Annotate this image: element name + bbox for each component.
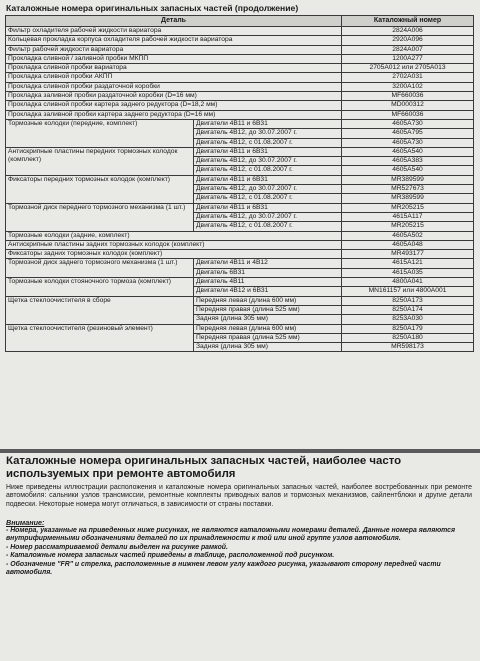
condition-cell: Передняя правая (длина 525 мм) — [194, 333, 342, 342]
condition-cell: Двигатель 4B12, с 01.08.2007 г. — [194, 222, 342, 231]
part-cell: Щетка стеклоочистителя (резиновый элемент) — [6, 324, 194, 352]
part-cell: Тормозные колодки (передние, комплект) — [6, 119, 194, 147]
section-divider — [0, 449, 480, 453]
table-row — [6, 36, 474, 45]
part-cell: Прокладка сливной пробки АКПП — [6, 73, 342, 82]
catalog-number-cell: 4605A730 — [342, 119, 474, 128]
catalog-number-cell: MR598173 — [342, 343, 474, 352]
catalog-number-cell: 4605A048 — [342, 240, 474, 249]
notes-title: Внимание: — [6, 518, 45, 527]
catalog-number-cell: 4800A041 — [342, 278, 474, 287]
note-item: - Номер рассматриваемой детали выделен на рисунке рамкой. — [6, 543, 228, 551]
condition-cell: Двигатель 4B12, до 30.07.2007 г. — [194, 212, 342, 221]
condition-cell: Двигатель 4B12, с 01.08.2007 г. — [194, 194, 342, 203]
condition-cell: Двигатель 4B12, до 30.07.2007 г. — [194, 185, 342, 194]
table-row — [6, 45, 474, 54]
part-cell: Прокладка сливной пробки раздаточной коробки — [6, 82, 342, 91]
table-row — [6, 147, 474, 156]
catalog-number-cell: 4605A383 — [342, 157, 474, 166]
table-row — [6, 110, 474, 119]
condition-cell: Двигатели 4B11 и 4B12 — [194, 259, 342, 268]
column-header-part: Деталь — [6, 16, 342, 27]
notes-list — [6, 527, 472, 577]
table-row — [6, 101, 474, 110]
catalog-number-cell: 4615A121 — [342, 259, 474, 268]
catalog-number-cell: 2824A007 — [342, 45, 474, 54]
catalog-number-cell: MF660036 — [342, 92, 474, 101]
part-cell: Прокладка заливной пробки картера заднего редуктора (D=16 мм) — [6, 110, 342, 119]
condition-cell: Двигатель 4B11 — [194, 278, 342, 287]
table-row — [6, 54, 474, 63]
table-row — [6, 250, 474, 259]
table-row — [6, 259, 474, 268]
catalog-number-cell: 4605A502 — [342, 231, 474, 240]
catalog-number-cell: 3200A102 — [342, 82, 474, 91]
parts-table — [5, 15, 474, 352]
part-cell: Щетка стеклоочистителя в сборе — [6, 296, 194, 324]
condition-cell: Двигатели 4B11 и 6B31 — [194, 147, 342, 156]
part-cell: Прокладка сливной / заливной пробки МКПП — [6, 54, 342, 63]
condition-cell: Передняя левая (длина 600 мм) — [194, 296, 342, 305]
part-cell: Кольцевая прокладка корпуса охладителя рабочей жидкости вариатора — [6, 36, 342, 45]
part-cell: Фильтр охладителя рабочей жидкости вариатора — [6, 27, 342, 36]
catalog-number-cell: 4605A540 — [342, 166, 474, 175]
table-row — [6, 175, 474, 184]
catalog-number-cell: 1200A277 — [342, 54, 474, 63]
note-item: - Каталожные номера запасных частей приведены в таблице, расположенной под рисунком. — [6, 552, 335, 560]
table-row — [6, 82, 474, 91]
part-cell: Тормозной диск заднего тормозного механизма (1 шт.) — [6, 259, 194, 278]
part-cell: Фильтр рабочей жидкости вариатора — [6, 45, 342, 54]
part-cell: Тормозные колодки (задние, комплект) — [6, 231, 342, 240]
note-item: - Номера, указанные на приведенных ниже рисунках, не являются каталожными номерами деталей. Данные номера являются внутрифирменными обозначениями деталей по их принадлежности к той или иной группе узлов автомобиля. — [6, 527, 456, 543]
catalog-number-cell: 8253A030 — [342, 315, 474, 324]
catalog-number-cell: 4605A540 — [342, 147, 474, 156]
table-row — [6, 324, 474, 333]
page-title: Каталожные номера оригинальных запасных частей (продолжение) — [6, 3, 299, 13]
catalog-number-cell: MN161157 или 4800A001 — [342, 287, 474, 296]
part-cell: Прокладка сливной пробки вариатора — [6, 64, 342, 73]
catalog-number-cell: MR389599 — [342, 194, 474, 203]
catalog-number-cell: MR205215 — [342, 222, 474, 231]
condition-cell: Передняя левая (длина 600 мм) — [194, 324, 342, 333]
table-row — [6, 203, 474, 212]
intro-paragraph: Ниже приведены иллюстрации расположения и каталожные номера оригинальных запасных частей, наиболее востребованных при ремонте автомобиля: сальники узлов трансмиссии, ремонтные комплекты приводных валов и тормозных механизмов, сайлентблоки и другие детали подвески. Некоторые номера могут отличаться, в зависимости от страны поставки. — [6, 484, 472, 508]
table-row — [6, 92, 474, 101]
catalog-number-cell: MF660036 — [342, 110, 474, 119]
catalog-number-cell: 2824A006 — [342, 27, 474, 36]
table-row — [6, 119, 474, 128]
condition-cell: Двигатели 4B12 и 6B31 — [194, 287, 342, 296]
condition-cell: Двигатель 4B12, с 01.08.2007 г. — [194, 138, 342, 147]
catalog-number-cell: MR493177 — [342, 250, 474, 259]
catalog-number-cell: MR389599 — [342, 175, 474, 184]
catalog-number-cell: 4605A730 — [342, 138, 474, 147]
catalog-number-cell: 8250A173 — [342, 296, 474, 305]
catalog-number-cell: 2920A096 — [342, 36, 474, 45]
catalog-number-cell: 8250A174 — [342, 305, 474, 314]
catalog-number-cell: 8250A179 — [342, 324, 474, 333]
condition-cell: Двигатели 4B11 и 6B31 — [194, 203, 342, 212]
table-row — [6, 64, 474, 73]
table-row — [6, 73, 474, 82]
condition-cell: Задняя (длина 305 мм) — [194, 343, 342, 352]
condition-cell: Двигатели 4B11 и 6B31 — [194, 119, 342, 128]
table-row — [6, 278, 474, 287]
part-cell: Тормозные колодки стояночного тормоза (комплект) — [6, 278, 194, 297]
part-cell: Тормозной диск переднего тормозного механизма (1 шт.) — [6, 203, 194, 231]
catalog-number-cell: 4615A035 — [342, 268, 474, 277]
table-row — [6, 27, 474, 36]
condition-cell: Двигатель 4B12, с 01.08.2007 г. — [194, 166, 342, 175]
part-cell: Антискрипные пластины передних тормозных колодок (комплект) — [6, 147, 194, 175]
condition-cell: Двигатель 6B31 — [194, 268, 342, 277]
condition-cell: Задняя (длина 305 мм) — [194, 315, 342, 324]
catalog-number-cell: 2705A012 или 2705A013 — [342, 64, 474, 73]
part-cell: Антискрипные пластины задних тормозных колодок (комплект) — [6, 240, 342, 249]
condition-cell: Передняя правая (длина 525 мм) — [194, 305, 342, 314]
catalog-number-cell: MD000312 — [342, 101, 474, 110]
note-item: - Обозначение "FR" и стрелка, расположенные в нижнем левом углу каждого рисунка, указывают сторону передней части автомобиля. — [6, 560, 441, 577]
catalog-number-cell: 8250A180 — [342, 333, 474, 342]
table-row — [6, 231, 474, 240]
section-heading: Каталожные номера оригинальных запасных частей, наиболее часто используемых при ремонте автомобиля — [6, 455, 402, 480]
catalog-number-cell: 4615A117 — [342, 212, 474, 221]
catalog-number-cell: MR205215 — [342, 203, 474, 212]
table-row — [6, 240, 474, 249]
part-cell: Фиксаторы передних тормозных колодок (комплект) — [6, 175, 194, 203]
table-row — [6, 296, 474, 305]
catalog-number-cell: 2702A031 — [342, 73, 474, 82]
condition-cell: Двигатель 4B12, до 30.07.2007 г. — [194, 157, 342, 166]
catalog-number-cell: 4605A795 — [342, 129, 474, 138]
condition-cell: Двигатели 4B11 и 6B31 — [194, 175, 342, 184]
part-cell: Прокладка сливной пробки картера заднего редуктора (D=18,2 мм) — [6, 101, 342, 110]
part-cell: Прокладка заливной пробки раздаточной коробки (D=16 мм) — [6, 92, 342, 101]
catalog-number-cell: MR527673 — [342, 185, 474, 194]
column-header-number: Каталожный номер — [342, 16, 474, 27]
condition-cell: Двигатель 4B12, до 30.07.2007 г. — [194, 129, 342, 138]
part-cell: Фиксаторы задних тормозных колодок (комплект) — [6, 250, 342, 259]
